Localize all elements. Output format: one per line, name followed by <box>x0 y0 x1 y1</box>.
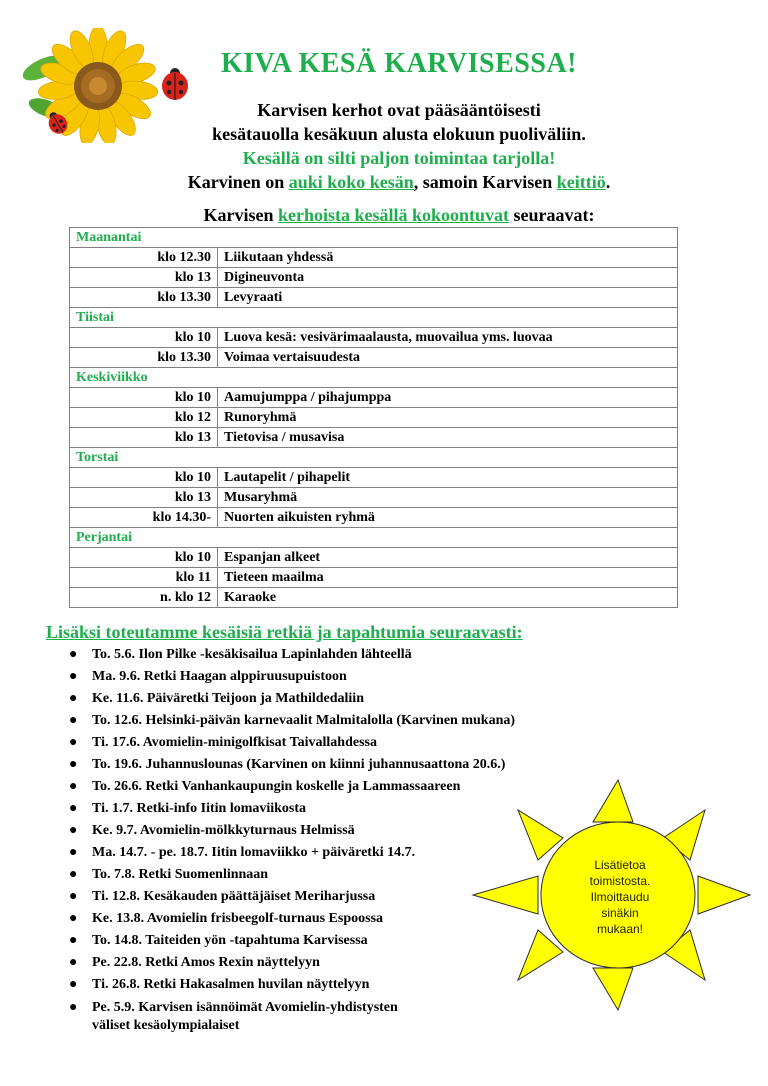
activity-cell: Digineuvonta <box>218 268 678 288</box>
sun-text-line: mukaan! <box>596 922 644 936</box>
intro-text-segment: Karvinen on <box>187 172 289 192</box>
day-label-wednesday: Keskiviikko <box>70 368 678 388</box>
event-text: Ti. 17.6. Avomielin-minigolfkisat Taivallahdessa <box>92 735 377 750</box>
list-item <box>46 688 606 710</box>
day-row <box>70 228 678 248</box>
day-row <box>70 368 678 388</box>
list-item <box>46 644 606 666</box>
heading-text-segment: Karvisen <box>203 205 278 225</box>
activity-cell: Voimaa vertaisuudesta <box>218 348 678 368</box>
table-row <box>70 268 678 288</box>
table-row <box>70 288 678 308</box>
sun-info-text <box>563 857 677 937</box>
event-text: Ke. 9.7. Avomielin-mölkkyturnaus Helmissä <box>92 823 355 838</box>
activity-cell: Musaryhmä <box>218 488 678 508</box>
activity-cell: Lautapelit / pihapelit <box>218 468 678 488</box>
bullet-icon: ● <box>69 1000 78 1015</box>
bullet-icon: ● <box>69 845 78 860</box>
activity-cell: Tietovisa / musavisa <box>218 428 678 448</box>
activity-cell: Aamujumppa / pihajumppa <box>218 388 678 408</box>
day-label-thursday: Torstai <box>70 448 678 468</box>
intro-text-segment: . <box>605 172 611 192</box>
bullet-icon: ● <box>69 823 78 838</box>
table-row <box>70 408 678 428</box>
sun-text-line: Lisätietoa <box>594 858 646 872</box>
day-label-monday: Maanantai <box>70 228 678 248</box>
event-text: To. 14.8. Taiteiden yön -tapahtuma Karvisessa <box>92 933 368 948</box>
list-item <box>46 732 606 754</box>
event-text: Ti. 26.8. Retki Hakasalmen huvilan näyttelyyn <box>92 977 370 992</box>
intro-line-1: Karvisen kerhot ovat pääsääntöisesti <box>257 100 541 120</box>
table-row <box>70 568 678 588</box>
bullet-icon: ● <box>69 647 78 662</box>
activity-cell: Liikutaan yhdessä <box>218 248 678 268</box>
activity-cell: Espanjan alkeet <box>218 548 678 568</box>
intro-line-3: Kesällä on silti paljon toimintaa tarjolla! <box>242 148 556 168</box>
sun-text-line: sinäkin <box>601 906 639 920</box>
bullet-icon: ● <box>69 757 78 772</box>
table-row <box>70 488 678 508</box>
day-label-tuesday: Tiistai <box>70 308 678 328</box>
sun-text-line: Ilmoittaudu <box>590 890 650 904</box>
time-cell: klo 10 <box>70 388 218 408</box>
table-row <box>70 588 678 608</box>
bullet-icon: ● <box>69 691 78 706</box>
activity-cell: Runoryhmä <box>218 408 678 428</box>
event-text: To. 7.8. Retki Suomenlinnaan <box>92 867 269 882</box>
intro-line-4 <box>30 170 768 194</box>
events-heading: Lisäksi toteutamme kesäisiä retkiä ja tapahtumia seuraavasti: <box>46 622 523 642</box>
time-cell: klo 13 <box>70 268 218 288</box>
list-item <box>46 710 606 732</box>
clubs-heading <box>0 205 768 226</box>
intro-line-2: kesätauolla kesäkuun alusta elokuun puoliväliin. <box>212 124 586 144</box>
open-all-summer-link[interactable]: auki koko kesän <box>288 172 414 192</box>
page-title: KIVA KESÄ KARVISESSA! <box>220 48 577 79</box>
event-text: To. 26.6. Retki Vanhankaupungin koskelle ja Lammassaareen <box>92 779 461 794</box>
day-row <box>70 528 678 548</box>
intro-text <box>0 98 768 194</box>
time-cell: klo 14.30- <box>70 508 218 528</box>
intro-text-segment: , samoin Karvisen <box>413 172 557 192</box>
event-text: To. 12.6. Helsinki-päivän karnevaalit Malmitalolla (Karvinen mukana) <box>92 713 516 728</box>
table-row <box>70 348 678 368</box>
bullet-icon: ● <box>69 955 78 970</box>
time-cell: klo 13.30 <box>70 348 218 368</box>
table-row <box>70 328 678 348</box>
activity-cell: Nuorten aikuisten ryhmä <box>218 508 678 528</box>
table-row <box>70 248 678 268</box>
bullet-icon: ● <box>69 889 78 904</box>
event-text: Pe. 22.8. Retki Amos Rexin näyttelyyn <box>92 955 320 970</box>
time-cell: klo 10 <box>70 328 218 348</box>
time-cell: klo 13 <box>70 488 218 508</box>
time-cell: klo 12 <box>70 408 218 428</box>
event-text: Ma. 14.7. - pe. 18.7. Iitin lomaviikko + päiväretki 14.7. <box>92 845 416 860</box>
event-text: väliset kesäolympialaiset <box>92 1018 240 1033</box>
time-cell: klo 10 <box>70 548 218 568</box>
heading-text-segment: seuraavat: <box>509 205 595 225</box>
event-text: Pe. 5.9. Karvisen isännöimät Avomielin-yhdistysten <box>92 1000 398 1015</box>
event-text: Ke. 11.6. Päiväretki Teijoon ja Mathildedaliin <box>92 691 364 706</box>
kitchen-link[interactable]: keittiö <box>556 172 606 192</box>
time-cell: klo 13 <box>70 428 218 448</box>
event-text: Ma. 9.6. Retki Haagan alppiruusupuistoon <box>92 669 347 684</box>
sun-text-line: toimistosta. <box>589 874 651 888</box>
event-text: Ke. 13.8. Avomielin frisbeegolf-turnaus Espoossa <box>92 911 384 926</box>
time-cell: klo 12.30 <box>70 248 218 268</box>
bullet-icon: ● <box>69 801 78 816</box>
time-cell: klo 13.30 <box>70 288 218 308</box>
table-row <box>70 468 678 488</box>
table-row <box>70 428 678 448</box>
bullet-icon: ● <box>69 713 78 728</box>
time-cell: klo 11 <box>70 568 218 588</box>
bullet-icon: ● <box>69 779 78 794</box>
clubs-link[interactable]: kerhoista kesällä kokoontuvat <box>277 205 510 225</box>
bullet-icon: ● <box>69 933 78 948</box>
event-text: To. 5.6. Ilon Pilke -kesäkisailua Lapinlahden lähteellä <box>92 647 412 662</box>
bullet-icon: ● <box>69 911 78 926</box>
event-text: To. 19.6. Juhannuslounas (Karvinen on kiinni juhannusaattona 20.6.) <box>92 757 506 772</box>
bullet-icon: ● <box>69 735 78 750</box>
bullet-icon: ● <box>69 669 78 684</box>
day-row <box>70 308 678 328</box>
list-item <box>46 666 606 688</box>
activity-cell: Luova kesä: vesivärimaalausta, muovailua yms. luovaa <box>218 328 678 348</box>
activity-cell: Levyraati <box>218 288 678 308</box>
bullet-icon: ● <box>69 867 78 882</box>
schedule-table <box>69 227 678 608</box>
time-cell: klo 10 <box>70 468 218 488</box>
day-label-friday: Perjantai <box>70 528 678 548</box>
table-row <box>70 548 678 568</box>
activity-cell: Tieteen maailma <box>218 568 678 588</box>
event-text: Ti. 12.8. Kesäkauden päättäjäiset Meriharjussa <box>92 889 376 904</box>
event-text: Ti. 1.7. Retki-info Iitin lomaviikosta <box>92 801 307 816</box>
time-cell: n. klo 12 <box>70 588 218 608</box>
day-row <box>70 448 678 468</box>
table-row <box>70 388 678 408</box>
bullet-icon: ● <box>69 977 78 992</box>
table-row <box>70 508 678 528</box>
activity-cell: Karaoke <box>218 588 678 608</box>
